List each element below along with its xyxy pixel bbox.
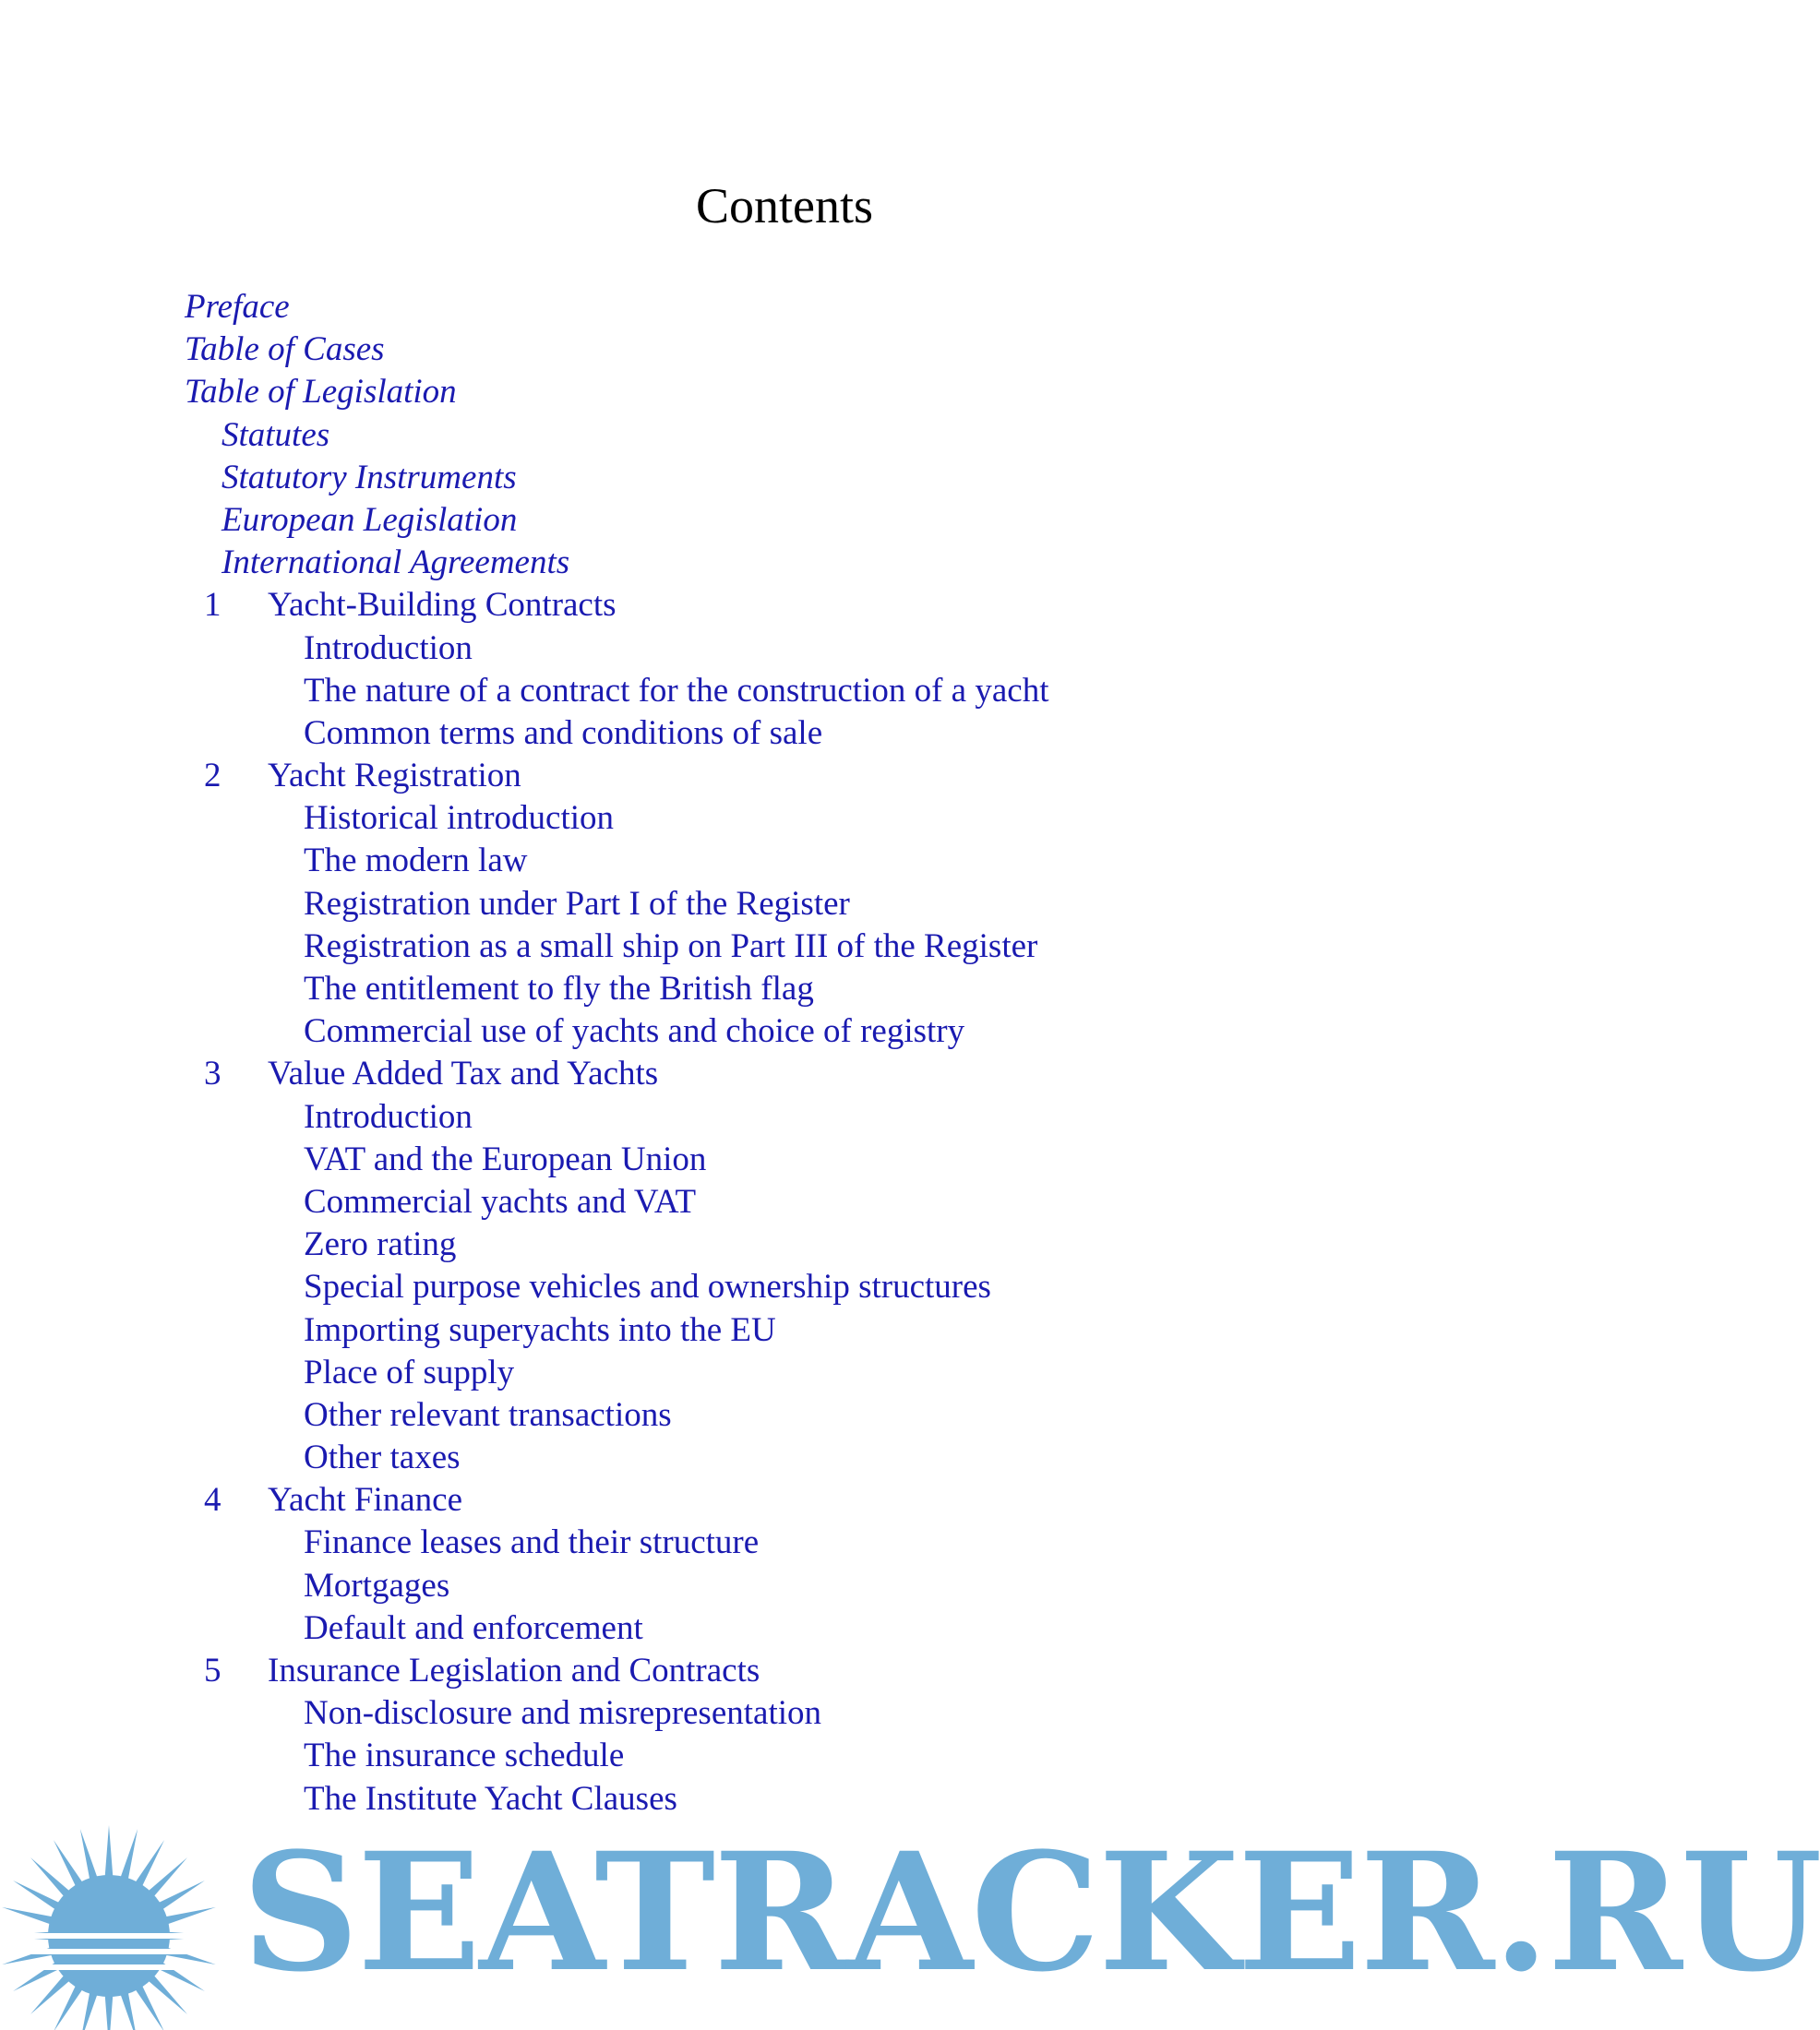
toc-item-table-of-cases[interactable] xyxy=(0,328,1569,371)
toc-section[interactable] xyxy=(0,1309,1569,1352)
toc-link[interactable]: The entitlement to fly the British flag xyxy=(304,970,814,1008)
toc-link[interactable]: Introduction xyxy=(304,628,473,667)
toc-link[interactable]: International Agreements xyxy=(222,543,570,582)
toc-section[interactable] xyxy=(0,1010,1569,1053)
chapter-number: 3 xyxy=(204,1055,222,1093)
watermark-text: SEATRACKER.RU xyxy=(242,1817,1820,2008)
toc-section[interactable] xyxy=(0,627,1569,670)
toc-section[interactable] xyxy=(0,1607,1569,1650)
toc-link[interactable]: Registration as a small ship on Part III of the Register xyxy=(304,926,1038,965)
toc-link[interactable]: Other taxes xyxy=(304,1439,461,1477)
toc-chapter-4[interactable] xyxy=(0,1479,1569,1522)
toc-chapter-1[interactable] xyxy=(0,584,1569,627)
chapter-number: 4 xyxy=(204,1481,222,1520)
toc-link[interactable]: European Legislation xyxy=(222,500,518,539)
toc-item-statutory-instruments[interactable] xyxy=(0,457,1569,499)
chapter-number: 1 xyxy=(204,586,222,625)
chapter-title-link[interactable]: Yacht Registration xyxy=(268,757,521,795)
toc-link[interactable]: Zero rating xyxy=(304,1225,457,1264)
toc-section[interactable] xyxy=(0,1181,1569,1224)
toc-link[interactable]: Table of Legislation xyxy=(185,373,457,412)
toc-link[interactable]: Historical introduction xyxy=(304,799,615,838)
toc-link[interactable]: Non-disclosure and misrepresentation xyxy=(304,1694,822,1733)
toc-chapter-5[interactable] xyxy=(0,1650,1569,1692)
toc-link[interactable]: The nature of a contract for the construction of a yacht xyxy=(304,671,1049,710)
toc-link[interactable]: Finance leases and their structure xyxy=(304,1523,760,1562)
toc-link[interactable]: VAT and the European Union xyxy=(304,1140,707,1178)
chapter-number: 2 xyxy=(204,757,222,795)
toc-link[interactable]: Preface xyxy=(185,288,290,326)
toc-section[interactable] xyxy=(0,712,1569,755)
chapter-number: 5 xyxy=(204,1652,222,1690)
chapter-title-link[interactable]: Value Added Tax and Yachts xyxy=(268,1055,659,1093)
toc-section[interactable] xyxy=(0,968,1569,1010)
toc-link[interactable]: Statutes xyxy=(222,415,330,454)
toc-section[interactable] xyxy=(0,1522,1569,1564)
toc-link[interactable]: Introduction xyxy=(304,1097,473,1136)
toc-section[interactable] xyxy=(0,840,1569,882)
table-of-contents xyxy=(0,286,1569,1821)
toc-section[interactable] xyxy=(0,1096,1569,1139)
toc-section[interactable] xyxy=(0,1735,1569,1777)
toc-link[interactable]: Default and enforcement xyxy=(304,1608,643,1647)
sun-icon xyxy=(0,1790,240,2030)
toc-chapter-3[interactable] xyxy=(0,1053,1569,1095)
chapter-title-link[interactable]: Yacht Finance xyxy=(268,1481,463,1520)
toc-section[interactable] xyxy=(0,670,1569,712)
toc-section[interactable] xyxy=(0,797,1569,840)
toc-section[interactable] xyxy=(0,1224,1569,1266)
chapter-title-link[interactable]: Yacht-Building Contracts xyxy=(268,586,617,625)
toc-link[interactable]: Other relevant transactions xyxy=(304,1395,672,1434)
toc-section[interactable] xyxy=(0,1266,1569,1308)
toc-link[interactable]: Table of Cases xyxy=(185,330,385,369)
toc-link[interactable]: The modern law xyxy=(304,842,528,880)
page-title: Contents xyxy=(695,178,873,233)
toc-link[interactable]: Registration under Part I of the Register xyxy=(304,884,850,923)
toc-chapter-2[interactable] xyxy=(0,755,1569,797)
toc-link[interactable]: Commercial yachts and VAT xyxy=(304,1182,697,1221)
chapter-title-link[interactable]: Insurance Legislation and Contracts xyxy=(268,1652,760,1690)
toc-link[interactable]: Place of supply xyxy=(304,1353,515,1391)
toc-section[interactable] xyxy=(0,1352,1569,1394)
toc-item-preface[interactable] xyxy=(0,286,1569,328)
toc-link[interactable]: The Institute Yacht Clauses xyxy=(304,1779,677,1818)
toc-link[interactable]: Importing superyachts into the EU xyxy=(304,1310,776,1349)
toc-section[interactable] xyxy=(0,1139,1569,1181)
toc-section[interactable] xyxy=(0,925,1569,968)
toc-item-statutes[interactable] xyxy=(0,414,1569,457)
toc-item-table-of-legislation[interactable] xyxy=(0,371,1569,413)
toc-section[interactable] xyxy=(0,1394,1569,1437)
toc-link[interactable]: Commercial use of yachts and choice of registry xyxy=(304,1012,965,1051)
toc-section[interactable] xyxy=(0,1437,1569,1479)
toc-item-european-legislation[interactable] xyxy=(0,499,1569,542)
toc-link[interactable]: Common terms and conditions of sale xyxy=(304,713,823,752)
toc-link[interactable]: The insurance schedule xyxy=(304,1737,625,1775)
toc-section[interactable] xyxy=(0,1565,1569,1607)
toc-item-international-agreements[interactable] xyxy=(0,542,1569,584)
toc-section[interactable] xyxy=(0,883,1569,925)
toc-section[interactable] xyxy=(0,1692,1569,1735)
toc-link[interactable]: Special purpose vehicles and ownership structures xyxy=(304,1268,991,1307)
toc-link[interactable]: Statutory Instruments xyxy=(222,458,517,496)
toc-link[interactable]: Mortgages xyxy=(304,1566,450,1605)
